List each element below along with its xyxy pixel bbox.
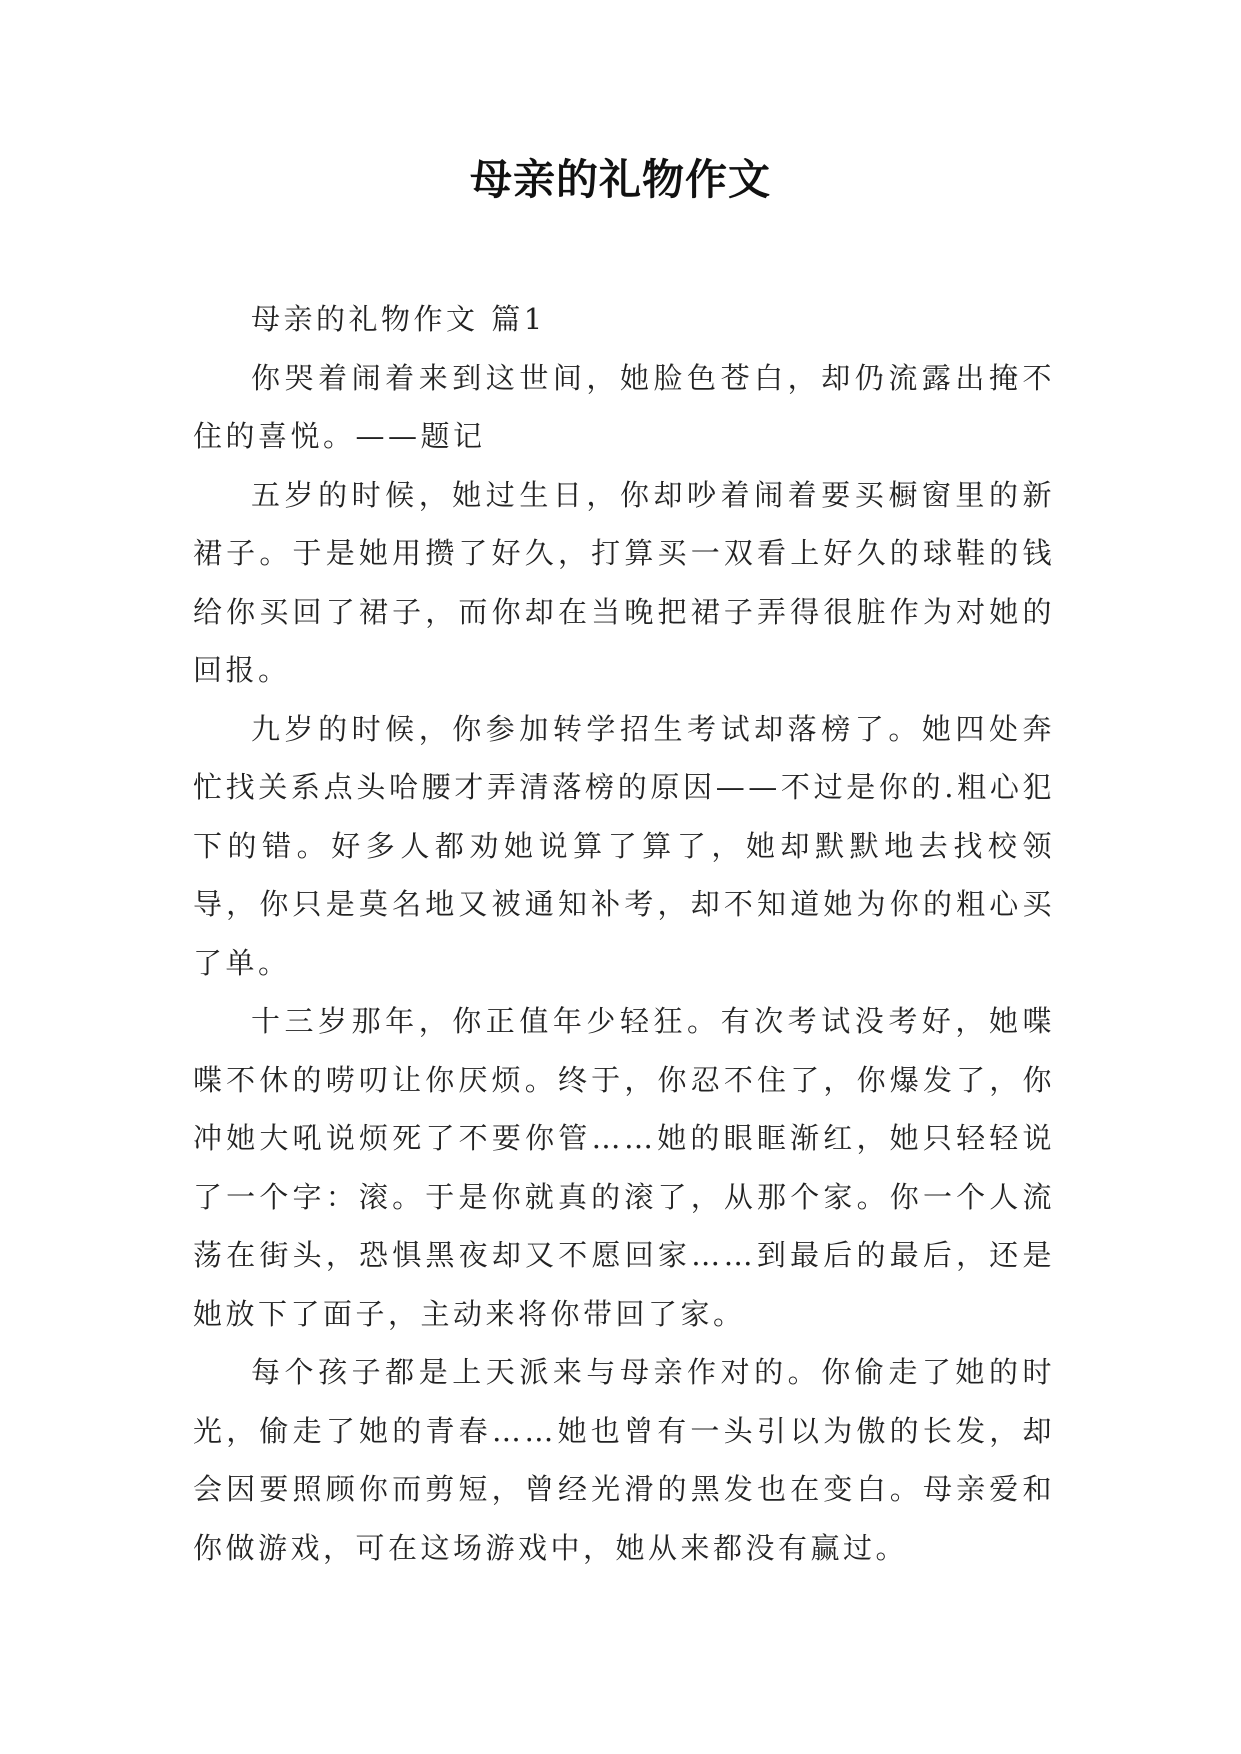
paragraph-age-nine: 九岁的时候，你参加转学招生考试却落榜了。她四处奔忙找关系点头哈腰才弄清落榜的原因——不过是你的.粗心犯下的错。好多人都劝她说算了算了，她却默默地去找校领导，你只是莫名地又被通知补考，却不知道她为你的粗心买了单。 <box>193 711 1055 980</box>
section-heading: 母亲的礼物作文 篇1 <box>251 302 546 336</box>
paragraph-age-five: 五岁的时候，她过生日，你却吵着闹着要买橱窗里的新裙子。于是她用攒了好久，打算买一双看上好久的球鞋的钱给你买回了裙子，而你却在当晚把裙子弄得很脏作为对她的回报。 <box>193 477 1055 687</box>
paragraph-every-child: 每个孩子都是上天派来与母亲作对的。你偷走了她的时光，偷走了她的青春……她也曾有一头引以为傲的长发，却会因要照顾你而剪短，曾经光滑的黑发也在变白。母亲爱和你做游戏，可在这场游戏中，她从来都没有赢过。 <box>193 1355 1055 1565</box>
document-body <box>193 290 1055 1577</box>
paragraph-epigraph: 你哭着闹着来到这世间，她脸色苍白，却仍流露出掩不住的喜悦。——题记 <box>193 360 1055 453</box>
document-title: 母亲的礼物作文 <box>469 155 771 204</box>
paragraph-age-thirteen: 十三岁那年，你正值年少轻狂。有次考试没考好，她喋喋不休的唠叨让你厌烦。终于，你忍不住了，你爆发了，你冲她大吼说烦死了不要你管……她的眼眶渐红，她只轻轻说了一个字：滚。于是你就真的滚了，从那个家。你一个人流荡在街头，恐惧黑夜却又不愿回家……到最后的最后，还是她放下了面子，主动来将你带回了家。 <box>193 1004 1055 1331</box>
